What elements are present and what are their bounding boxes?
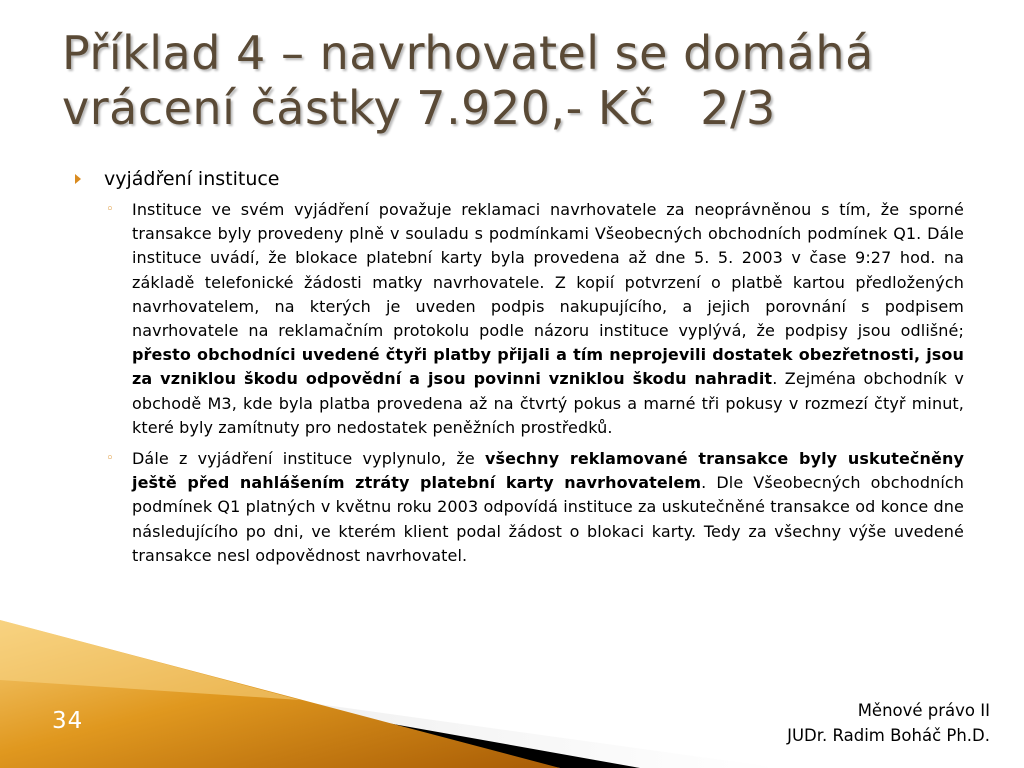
title-page-fraction: 2/3 bbox=[700, 81, 776, 135]
title-line-2-text: vrácení částky 7.920,- Kč bbox=[62, 81, 655, 135]
slide-content bbox=[74, 166, 964, 568]
circle-bullet-icon: ◦ bbox=[106, 202, 114, 217]
bullet-level2-item-1 bbox=[106, 198, 964, 440]
title-line-2 bbox=[62, 81, 982, 136]
para1-text-1: Instituce ve svém vyjádření považuje reklamaci navrhovatele za neoprávněnou s tím, že sporné transakce byly provedeny plně v souladu s podmínkami Všeobecných obchodních podmínek Q1. Dále instituce uvádí, že blokace platební karty byla provedena až dne 5. 5. 2003 v čase 9:27 hod. na základě telefonické žádosti matky navrhovatele. Z kopií potvrzení o platbě kartou předložených navrhovatelem, na kterých je uveden podpis nakupujícího, a jejich porovnání s podpisem navrhovatele na reklamačním protokolu podle názoru instituce vyplývá, že podpisy jsou odlišné; bbox=[132, 200, 964, 341]
para1-bold-text: přesto obchodníci uvedené čtyři platby přijali a tím neprojevili dostatek obezřetnosti, jsou za vzniklou škodu odpovědní a jsou povinni vzniklou škodu nahradit bbox=[132, 345, 964, 389]
circle-bullet-icon: ◦ bbox=[106, 451, 114, 467]
para2-bold-text: všechny reklamované transakce byly uskutečněny ještě před nahlášením ztráty platební karty navrhovatelem bbox=[132, 449, 964, 493]
slide-footer bbox=[787, 698, 990, 748]
bullet-level1-text: vyjádření instituce bbox=[104, 168, 280, 190]
title-line-1: Příklad 4 – navrhovatel se domáhá bbox=[62, 26, 874, 80]
para2-text-2: . Dle Všeobecných obchodních podmínek Q1 platných v květnu roku 2003 odpovídá instituce za uskutečněné transakce od konce dne následujícího po dni, ve kterém klient podal žádost o blokaci karty. Tedy za všechny výše uvedené transakce nesl odpovědnost navrhovatel. bbox=[132, 473, 964, 565]
arrow-bullet-icon bbox=[75, 174, 81, 184]
bullet-level1-item bbox=[74, 166, 964, 192]
para1-text-2: . Zejména obchodník v obchodě M3, kde byla platba provedena až na čtvrtý pokus a marné tři pokusy v rozmezí čtyř minut, které byly zamítnuty pro nedostatek peněžních prostředků. bbox=[132, 369, 964, 437]
footer-course-name: Měnové právo II bbox=[857, 701, 990, 720]
para2-text-1: Dále z vyjádření instituce vyplynulo, že bbox=[132, 449, 485, 469]
footer-author: JUDr. Radim Boháč Ph.D. bbox=[787, 726, 990, 745]
slide-title bbox=[62, 26, 982, 136]
bullet-level2-item-2 bbox=[106, 447, 964, 568]
page-number: 34 bbox=[52, 708, 84, 734]
